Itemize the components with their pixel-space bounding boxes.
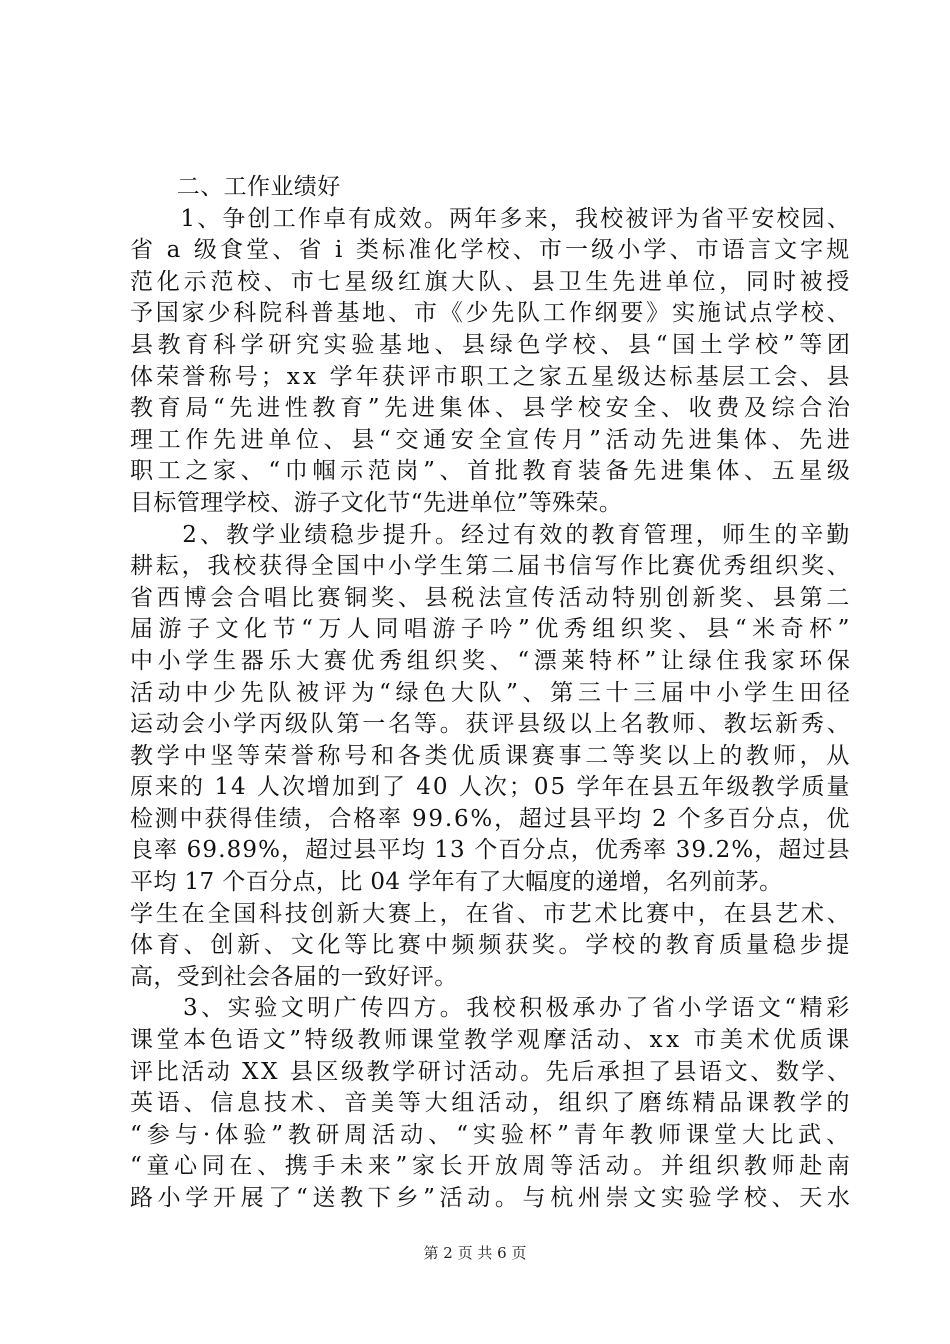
text-line: 3、实验文明广传四方。我校积极承办了省小学语文“精彩 [130, 995, 853, 1022]
text-line: 体育、创新、文化等比赛中频频获奖。学校的教育质量稳步提 [130, 932, 854, 959]
text-line: 中小学生器乐大赛优秀组织奖、“漂莱特杯”让绿住我家环保 [130, 647, 855, 674]
text-line: 耕耘，我校获得全国中小学生第二届书信写作比赛优秀组织奖、 [130, 553, 853, 580]
text-line: 路小学开展了“送教下乡”活动。与杭州崇文实验学校、天水 [130, 1185, 855, 1211]
text-line: 教学中坚等荣誉称号和各类优质课赛事二等奖以上的教师，从 [130, 742, 854, 769]
text-line: “童心同在、携手未来”家长开放周等活动。并组织教师赴南 [130, 1153, 855, 1180]
text-line: 2、教学业绩稳步提升。经过有效的教育管理，师生的辛勤 [130, 521, 853, 548]
page-footer: 第 2 页 共 6 页 [423, 1244, 527, 1262]
text-line: 县教育科学研究实验基地、县绿色学校、县“国土学校”等团 [130, 331, 855, 358]
text-line: 原来的 14 人次增加到了 40 人次；05 学年在县五年级教学质量 [130, 774, 852, 801]
text-line: 教育局“先进性教育”先进集体、县学校安全、收费及综合治 [130, 395, 855, 422]
text-line: 高，受到社会各届的一致好评。 [130, 963, 458, 990]
text-line: 省 a 级食堂、省 i 类标准化学校、市一级小学、市语言文字规 [130, 237, 853, 264]
text-line: 范化示范校、市七星级红旗大队、县卫生先进单位，同时被授 [130, 268, 854, 295]
text-line: 予国家少科院科普基地、市《少先队工作纲要》实施试点学校、 [130, 300, 853, 327]
text-line: 学生在全国科技创新大赛上，在省、市艺术比赛中，在县艺术、 [130, 900, 853, 927]
text-line: 职工之家、“巾帼示范岗”、首批教育装备先进集体、五星级 [130, 458, 855, 485]
text-line: 评比活动 XX 县区级教学研讨活动。先后承担了县语文、数学、 [130, 1058, 853, 1085]
text-line: 体荣誉称号；xx 学年获评市职工之家五星级达标基层工会、县 [130, 363, 853, 390]
text-line: 良率 69.89%，超过县平均 13 个百分点，优秀率 39.2%，超过县 [130, 837, 851, 864]
text-line: 活动中少先队被评为“绿色大队”、第三十三届中小学生田径 [130, 679, 855, 706]
text-line: “参与·体验”教研周活动、“实验杯”青年教师课堂大比武、 [130, 1121, 855, 1148]
text-line: 检测中获得佳绩，合格率 99.6%，超过县平均 2 个多百分点，优 [130, 805, 852, 832]
text-line: 二、工作业绩好 [130, 174, 341, 200]
text-line: 目标管理学校、游子文化节“先进单位”等殊荣。 [130, 489, 623, 516]
text-line: 省西博会合唱比赛铜奖、县税法宣传活动特别创新奖、县第二 [130, 584, 854, 611]
text-line: 英语、信息技术、音美等大组活动，组织了磨练精品课教学的 [130, 1090, 854, 1117]
text-line: 平均 17 个百分点，比 04 学年有了大幅度的递增，名列前茅。 [130, 869, 783, 896]
text-line: 运动会小学丙级队第一名等。获评县级以上名教师、教坛新秀、 [130, 711, 853, 738]
text-line: 课堂本色语文”特级教师课堂教学观摩活动、xx 市美术优质课 [130, 1027, 853, 1054]
text-line: 届游子文化节“万人同唱游子吟”优秀组织奖、县“米奇杯” [130, 616, 855, 643]
text-line: 1、争创工作卓有成效。两年多来，我校被评为省平安校园、 [130, 205, 853, 232]
text-line: 理工作先进单位、县“交通安全宣传月”活动先进集体、先进 [130, 426, 855, 453]
body-text [130, 172, 855, 1215]
